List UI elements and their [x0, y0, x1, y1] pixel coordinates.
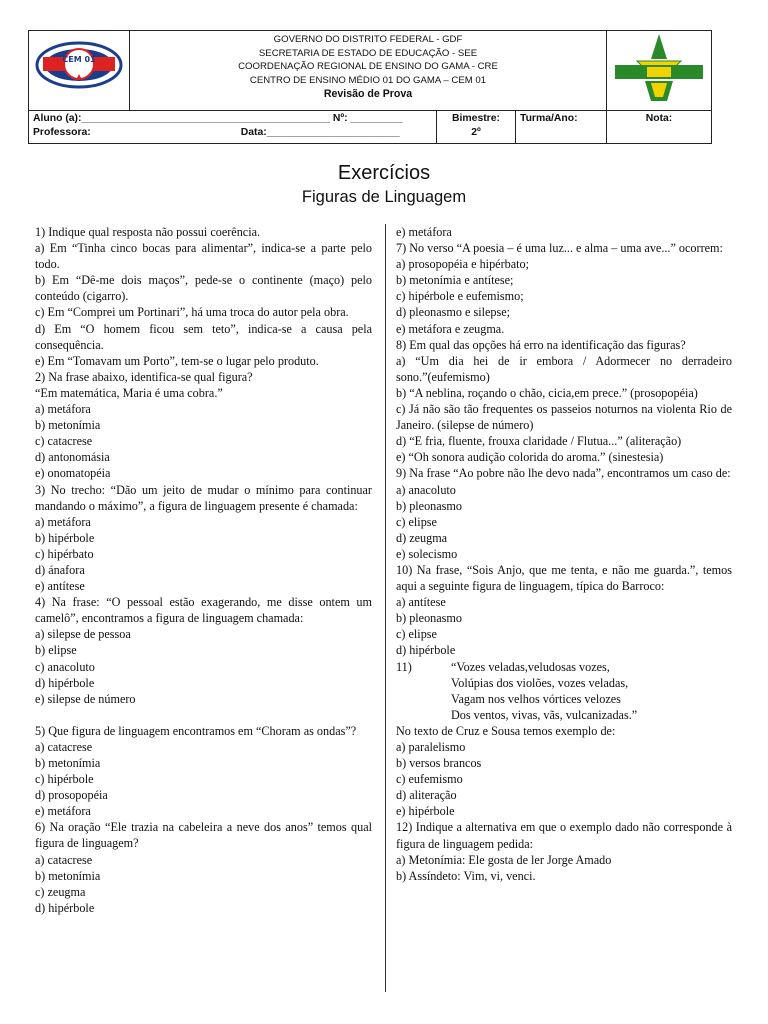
option-line: e) metáfora — [35, 804, 91, 819]
option-line: e) solecismo — [396, 546, 458, 561]
option-line: c) zeugma — [35, 884, 86, 899]
option-line: a) catacrese — [35, 739, 93, 754]
option-line: a) metáfora — [35, 514, 91, 529]
option-line: d) hipérbole — [35, 900, 95, 915]
column-divider — [385, 224, 386, 992]
option-line: d) ánafora — [35, 562, 85, 577]
option-line: b) pleonasmo — [396, 611, 463, 626]
option-line: d) prosopopéia — [35, 788, 108, 803]
question-line: b) Em “Dê-me dois maços”, pede-se o continente (maço) pelo conteúdo (cigarro). — [35, 273, 372, 304]
question-line: 5) Que figura de linguagem encontramos em “Choram as ondas”? — [35, 723, 357, 738]
option-line: c) anacoluto — [35, 659, 95, 674]
option-line: a) antítese — [396, 595, 446, 610]
question-line: e) Em “Tomavam um Porto”, tem-se o lugar pelo produto. — [35, 353, 319, 368]
question-line: a) Em “Tinha cinco bocas para alimentar”, indica-se a parte pelo todo. — [35, 241, 372, 272]
turma-label: Turma/Ano: — [520, 113, 578, 124]
bimestre-value: 2º — [471, 127, 481, 138]
right-column — [396, 224, 732, 884]
option-line: b) Assíndeto: Vim, vi, venci. — [396, 868, 536, 883]
option-line: e) onomatopéia — [35, 466, 111, 481]
option-line: a) catacrese — [35, 852, 93, 867]
question-line: 10) Na frase, “Sois Anjo, que me tenta, e não me guarda.”, temos aqui a seguinte figura de linguagem, típica do Barroco: — [396, 562, 732, 594]
option-line: d) antonomásia — [35, 450, 110, 465]
option-line: c) hipérbole e eufemismo; — [396, 289, 524, 304]
poem-block — [396, 659, 732, 723]
question-line: “Em matemática, Maria é uma cobra.” — [35, 385, 223, 400]
question-line: c) Em “Comprei um Portinari”, há uma troca do autor pela obra. — [35, 305, 349, 320]
option-line: c) catacrese — [35, 434, 93, 449]
flag-cell — [607, 31, 712, 111]
option-line: e) “Oh sonora audição colorida do aroma.” (sinestesia) — [396, 450, 664, 465]
question-line: d) Em “O homem ficou sem teto”, indica-se a causa pela consequência. — [35, 321, 372, 352]
option-line: b) elipse — [35, 643, 77, 658]
option-line: c) Já não são tão frequentes os passeios noturnos na violenta Rio de Janeiro. (silepse de número) — [396, 402, 732, 433]
header-line-3: COORDENAÇÃO REGIONAL DE ENSINO DO GAMA - CRE — [238, 61, 498, 73]
page-subtitle: Figuras de Linguagem — [301, 188, 467, 206]
option-line: e) silepse de número — [35, 691, 136, 706]
option-line: d) pleonasmo e silepse; — [396, 305, 511, 320]
header-titles — [130, 31, 607, 111]
question-line: 3) No trecho: “Dão um jeito de mudar o mínimo para continuar mandando o máximo”, a figura de linguagem presente é chamada: — [35, 482, 372, 513]
gdf-flag-icon — [607, 31, 711, 105]
header-line-2: SECRETARIA DE ESTADO DE EDUCAÇÃO - SEE — [258, 47, 478, 59]
question-line: 9) Na frase “Ao pobre não lhe devo nada”, encontramos um caso de: — [396, 466, 731, 481]
question-line: 4) Na frase: “O pessoal estão exagerando, me disse ontem um camelô”, encontramos a figura de linguagem chamada: — [35, 595, 372, 626]
student-fields[interactable] — [29, 111, 437, 144]
option-line: c) hipérbato — [35, 546, 94, 561]
question-line: No texto de Cruz e Sousa temos exemplo de: — [396, 723, 616, 738]
option-line: b) metonímia — [35, 756, 101, 770]
question-line: 12) Indique a alternativa em que o exemplo dado não corresponde à figura de linguagem pedida: — [396, 820, 732, 851]
option-line: a) Metonímia: Ele gosta de ler Jorge Amado — [396, 852, 612, 867]
page-title: Exercícios — [337, 162, 431, 184]
option-line: a) “Um dia hei de ir embora / Adormecer no derradeiro sono.”(eufemismo) — [396, 353, 732, 384]
option-line: b) “A neblina, roçando o chão, cicia,em prece.” (prosopopéia) — [396, 385, 698, 400]
header-line-4: CENTRO DE ENSINO MÉDIO 01 DO GAMA – CEM 01 — [249, 74, 487, 86]
data-field[interactable]: Data:_______________________ — [240, 127, 400, 138]
option-line: c) elipse — [396, 627, 437, 642]
poem-line: Vagam nos velhos vórtices velozes — [451, 691, 621, 706]
question-line: 8) Em qual das opções há erro na identificação das figuras? — [396, 337, 686, 352]
option-line: b) hipérbole — [35, 530, 95, 545]
option-line: e) antítese — [35, 579, 85, 594]
option-line: d) hipérbole — [396, 643, 456, 658]
nota-label: Nota: — [645, 113, 673, 124]
option-line: b) metonímia — [35, 418, 101, 433]
option-line: d) zeugma — [396, 530, 448, 545]
left-column — [35, 224, 372, 916]
school-logo-cell — [29, 31, 130, 111]
option-line: b) pleonasmo — [396, 498, 463, 513]
option-line: a) silepse de pessoa — [35, 627, 131, 642]
option-line: a) prosopopéia e hipérbato; — [396, 257, 529, 272]
option-line: d) “E fria, fluente, frouxa claridade / Flutua...” (aliteração) — [396, 434, 682, 449]
poem-number: 11) — [396, 659, 412, 674]
option-line: e) metáfora — [396, 225, 452, 239]
header-title: Revisão de Prova — [323, 88, 413, 101]
question-line: 6) Na oração “Ele trazia na cabeleira a neve dos anos” temos qual figura de linguagem? — [35, 820, 372, 851]
option-line: e) hipérbole — [396, 804, 455, 819]
question-line: 7) No verso “A poesia – é uma luz... e alma – uma ave...” ocorrem: — [396, 241, 723, 256]
option-line: e) metáfora e zeugma. — [396, 321, 505, 336]
option-line: b) metonímia — [35, 868, 101, 883]
poem-line: “Vozes veladas,veludosas vozes, — [451, 659, 610, 674]
nota-cell[interactable] — [607, 111, 712, 144]
professora-field[interactable]: Professora: — [33, 127, 91, 138]
option-line: c) eufemismo — [396, 772, 463, 787]
option-line: a) anacoluto — [396, 482, 456, 497]
bimestre-label: Bimestre: — [452, 113, 500, 124]
poem-line: Volúpias dos violões, vozes veladas, — [451, 675, 629, 690]
option-line: a) paralelismo — [396, 740, 466, 754]
option-line: b) versos brancos — [396, 756, 482, 771]
turma-cell[interactable] — [516, 111, 607, 144]
header-table — [28, 30, 712, 144]
option-line: d) aliteração — [396, 788, 457, 803]
logo-text: CEM 01 — [62, 55, 96, 64]
option-line: c) elipse — [396, 514, 437, 529]
option-line: b) metonímia e antítese; — [396, 273, 514, 288]
poem-line: Dos ventos, vivas, vãs, vulcanizadas.” — [451, 707, 638, 722]
school-logo — [29, 31, 129, 105]
header-line-1: GOVERNO DO DISTRITO FEDERAL - GDF — [273, 34, 463, 45]
question-line: 2) Na frase abaixo, identifica-se qual figura? — [35, 369, 253, 384]
option-line: a) metáfora — [35, 402, 91, 417]
bimestre-cell[interactable] — [437, 111, 516, 144]
option-line: d) hipérbole — [35, 675, 95, 690]
aluno-field[interactable]: Aluno (a):___________________________________________ Nº: _________ — [33, 113, 403, 124]
option-line: c) hipérbole — [35, 772, 94, 787]
question-line: 1) Indique qual resposta não possui coerência. — [35, 225, 261, 239]
